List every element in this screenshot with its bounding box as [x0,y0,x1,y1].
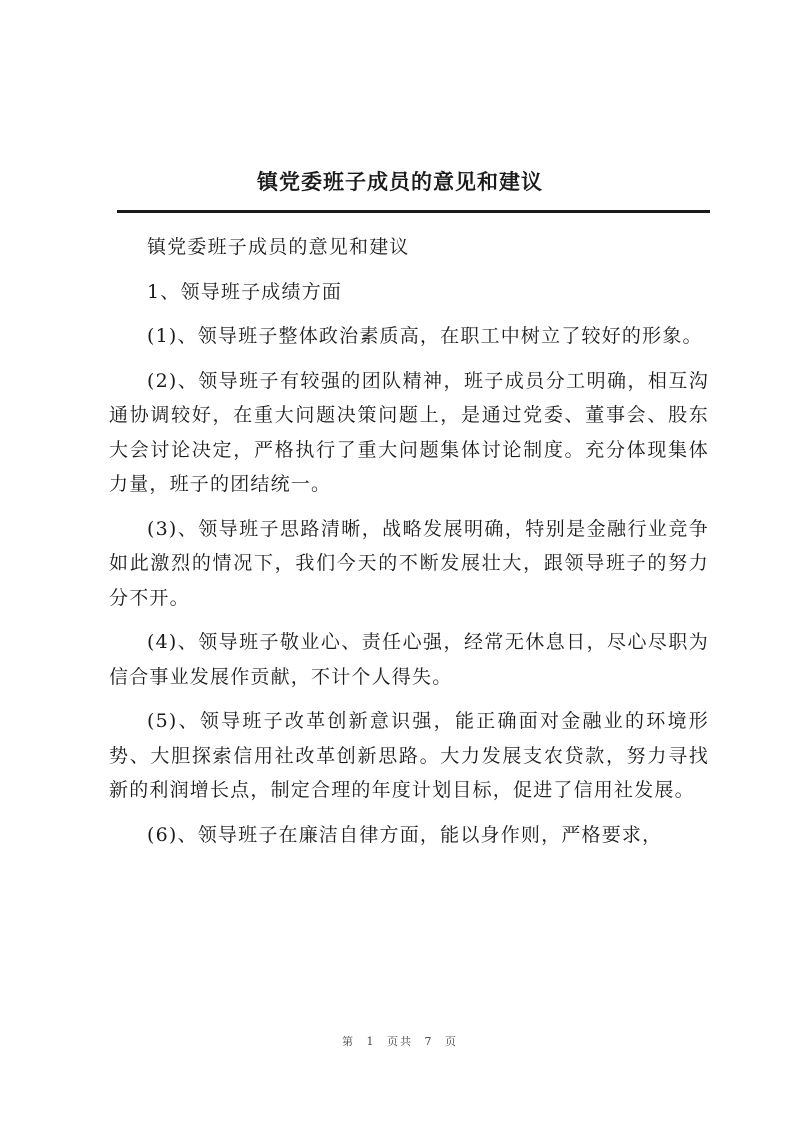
body-paragraph: (4)、领导班子敬业心、责任心强，经常无休息日，尽心尽职为信合事业发展作贡献，不计个人得失。 [109,631,709,688]
page-number-footer: 第 1 页共 7 页 [342,1035,458,1048]
body-paragraph: (1)、领导班子整体政治素质高，在职工中树立了较好的形象。 [147,325,703,347]
body-paragraph: (3)、领导班子思路清晰，战略发展明确，特别是金融行业竞争如此激烈的情况下，我们今天的不断发展壮大，跟领导班子的努力分不开。 [109,517,709,609]
body-paragraph: (5)、领导班子改革创新意识强，能正确面对金融业的环境形势、大胆探索信用社改革创新思路。大力发展支农贷款，努力寻找新的利润增长点，制定合理的年度计划目标，促进了信用社发展。 [109,710,709,801]
title-divider [117,210,710,213]
page-title: 镇党委班子成员的意见和建议 [257,169,543,194]
document-body [109,230,709,862]
section-heading: 1、领导班子成绩方面 [147,280,343,303]
body-paragraph: (2)、领导班子有较强的团队精神，班子成员分工明确，相互沟通协调较好，在重大问题决策问题上，是通过党委、董事会、股东大会讨论决定，严格执行了重大问题集体讨论制度。充分体现集体力量，班子的团结统一。 [109,369,709,495]
body-paragraph: (6)、领导班子在廉洁自律方面，能以身作则，严格要求， [147,823,663,846]
body-paragraph: 镇党委班子成员的意见和建议 [147,236,410,258]
